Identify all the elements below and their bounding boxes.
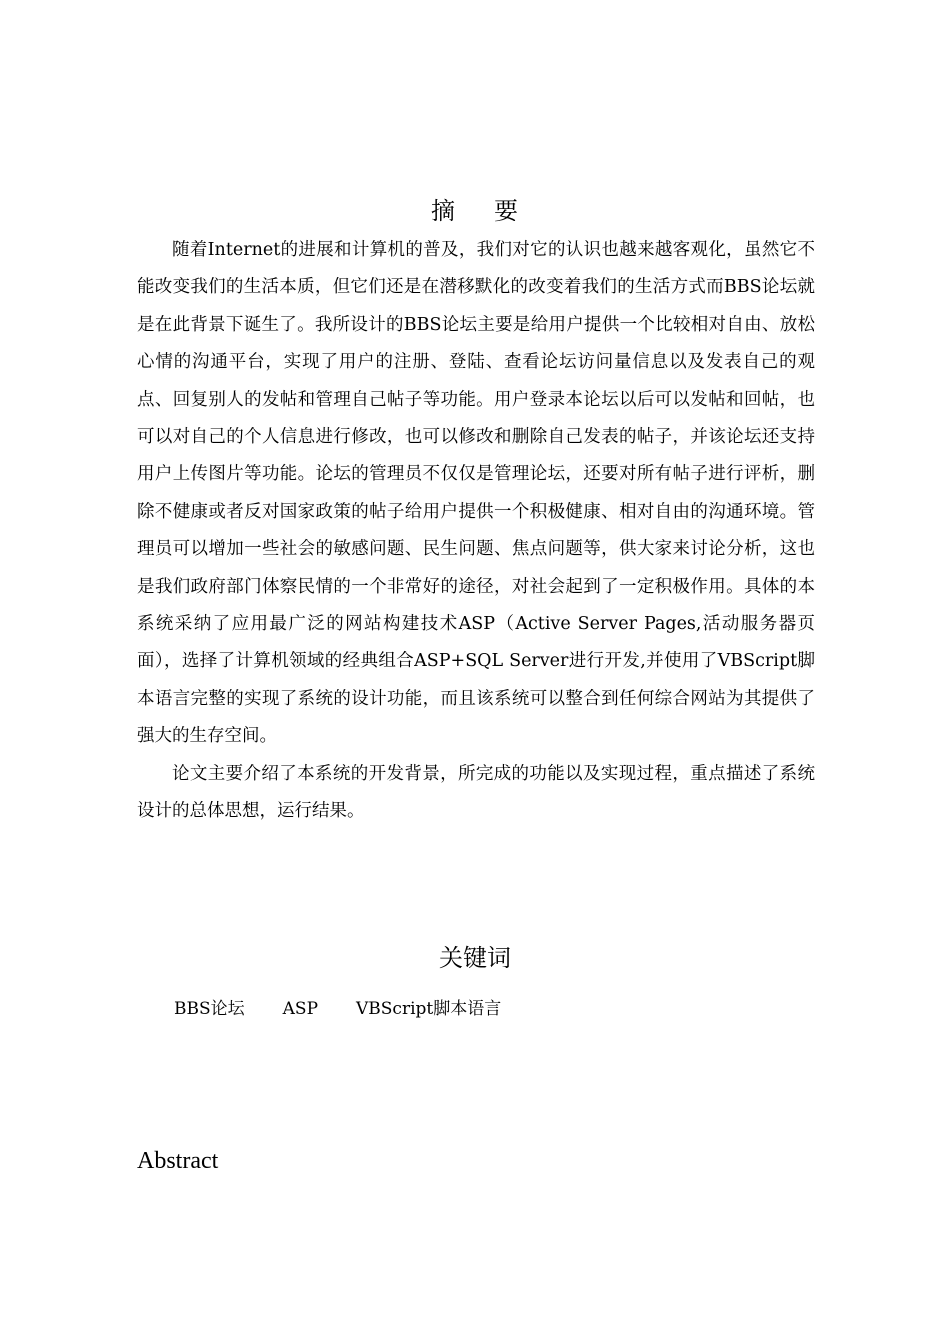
- keyword-item: VBScript脚本语言: [356, 999, 502, 1019]
- abstract-paragraph: 论文主要介绍了本系统的开发背景，所完成的功能以及实现过程，重点描述了系统设计的总体思想，运行结果。: [137, 763, 815, 822]
- abstract-title-char-2: 要: [494, 197, 519, 225]
- abstract-paragraph: 随着Internet的进展和计算机的普及，我们对它的认识也越来越客观化，虽然它不能改变我们的生活本质，但它们还是在潜移默化的改变着我们的生活方式而BBS论坛就是在此背景下诞生了。我所设计的BBS论坛主要是给用户提供一个比较相对自由、放松心情的沟通平台，实现了用户的注册、登陆、查看论坛访问量信息以及发表自己的观点、回复别人的发帖和管理自己帖子等功能。用户登录本论坛以后可以发帖和回帖，也可以对自己的个人信息进行修改，也可以修改和删除自己发表的帖子，并该论坛还支持用户上传图片等功能。论坛的管理员不仅仅是管理论坛，还要对所有帖子进行评析，删除不健康或者反对国家政策的帖子给用户提供一个积极健康、相对自由的沟通环境。管理员可以增加一些社会的敏感问题、民生问题、焦点问题等，供大家来讨论分析，这也是我们政府部门体察民情的一个非常好的途径，对社会起到了一定积极作用。具体的本系统采纳了应用最广泛的网站构建技术ASP（Active Server Pages,活动服务器页面），选择了计算机领域的经典组合ASP+SQL Server进行开发,并使用了VBScript脚本语言完整的实现了系统的设计功能，而且该系统可以整合到任何综合网站为其提供了强大的生存空间。: [137, 240, 815, 747]
- abstract-en-heading: Abstract: [137, 1148, 219, 1174]
- abstract-title-char-1: 摘: [431, 197, 456, 225]
- keyword-item: BBS论坛: [174, 999, 245, 1019]
- abstract-body: [137, 232, 815, 831]
- keywords-list: [174, 996, 501, 1022]
- abstract-title: [0, 196, 950, 226]
- keywords-title: 关键词: [439, 944, 511, 972]
- keyword-item: ASP: [282, 999, 319, 1019]
